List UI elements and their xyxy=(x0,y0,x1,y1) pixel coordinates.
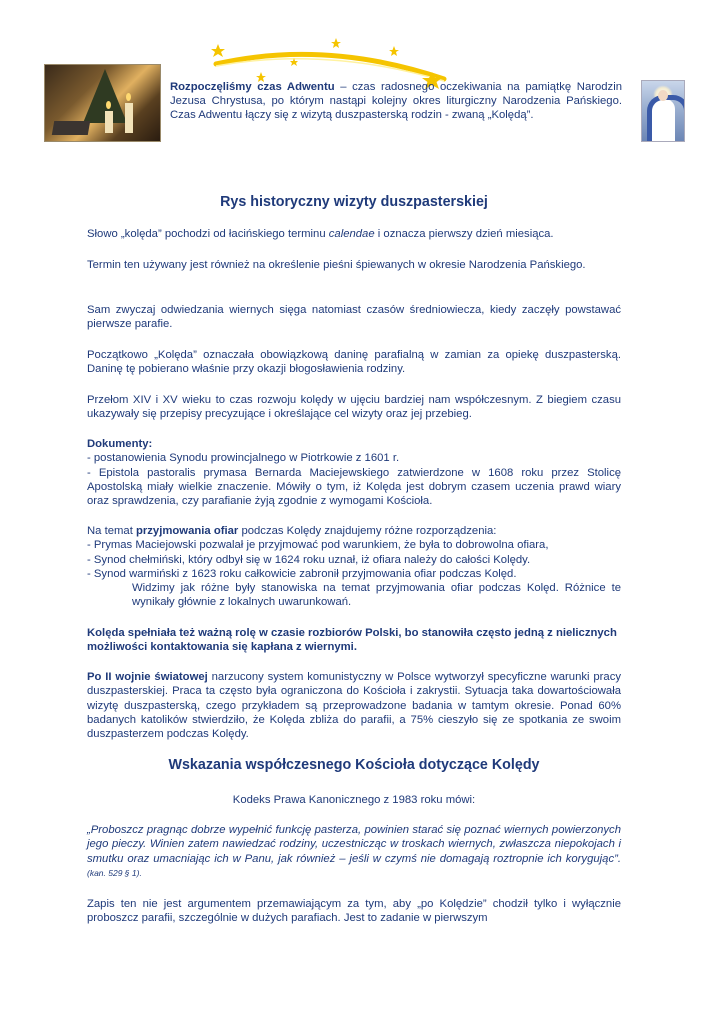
star-icon xyxy=(389,46,399,56)
star-icon xyxy=(331,38,341,48)
p4-text: Początkowo „Kolęda” oznaczała obowiązkową daninę parafialną w zamian za opiekę duszpasterską. Daninę tę pobierano właśnie przy okazji błogosławienia rodziny. xyxy=(87,349,621,376)
documents-item-1: - postanowienia Synodu prowincjalnego w Piotrkowie z 1601 r. xyxy=(87,452,400,465)
p3-text: Sam zwyczaj odwiedzania wiernych sięga natomiast czasów średniowiecza, kiedy zaczęły powstawać pierwsze parafie. xyxy=(87,304,621,331)
partitions-paragraph xyxy=(87,626,621,655)
p1-text-a: Słowo „kolęda” pochodzi od łacińskiego terminu xyxy=(87,228,329,240)
code-intro-text: Kodeks Prawa Kanonicznego z 1983 roku mówi: xyxy=(232,794,476,806)
p1-text-b: i oznacza pierwszy dzień miesiąca. xyxy=(374,228,554,240)
intro-bold: Rozpoczęliśmy czas Adwentu xyxy=(170,81,335,93)
virgin-mary-image xyxy=(641,80,685,142)
p1-italic: calendae xyxy=(328,228,375,240)
history-paragraph-5 xyxy=(87,393,621,422)
offerings-intro-bold: przyjmowania ofiar xyxy=(135,525,239,537)
canon-quote xyxy=(87,823,621,880)
closing-text: Zapis ten nie jest argumentem przemawiającym za tym, aby „po Kolędzie” chodził tylko i wyłącznie proboszcz parafii, szczególnie w dużych parafiach. Jest to zadanie w pierwszym xyxy=(87,898,621,925)
quote-reference: (kan. 529 § 1). xyxy=(87,867,142,878)
section-title-history: Rys historyczny wizyty duszpasterskiej xyxy=(220,194,488,210)
offerings-section xyxy=(87,524,621,610)
star-icon xyxy=(211,44,225,57)
quote-text: „Proboszcz pragnąc dobrze wypełnić funkcję pasterza, powinien starać się poznać wiernych powierzonych jego pieczy. Winien zatem nawiedzać rodziny, uczestnicząc w troskach wiernych, zwłaszcza niepokojach i smutku oraz umacniając ich w Panu, jak również – jeśli w czymś nie domagają roztropnie ich korygując”. xyxy=(87,824,621,865)
p5-text: Przełom XIV i XV wieku to czas rozwoju kolędy w ujęciu bardziej nam współczesnym. Z biegiem czasu ukazywały się przepisy precyzujące i określające cel wizyty oraz jej przebieg. xyxy=(87,394,621,421)
history-paragraph-4 xyxy=(87,348,621,377)
postwar-text: narzucony system komunistyczny w Polsce wytworzył specyficzne warunki pracy duszpasterskiej. Praca ta często była ograniczona do Kościoła i zakrystii. Sytuacja taka dowartościowała wizytę duszpasterską, czego przykładem są przeprowadzone badania w tamtym okresie. Ponad 60% badanych katolików stwierdziło, że Kolęda zbliża do parafii, a 75% cieszyło się ze spotkania ze swoim duszpasterzem podczas Kolędy. xyxy=(87,671,621,741)
offerings-item-3: - Synod warmiński z 1623 roku całkowicie zabronił przyjmowania ofiar podczas Kolęd. xyxy=(87,567,517,580)
partitions-text: Kolęda spełniała też ważną rolę w czasie rozbiorów Polski, bo stanowiła często jedną z nielicznych możliwości kontaktowania się kapłana z wiernymi. xyxy=(87,627,617,654)
documents-section xyxy=(87,437,621,508)
offerings-intro-b: podczas Kolędy znajdujemy różne rozporządzenia: xyxy=(238,525,497,537)
header xyxy=(44,34,684,154)
documents-item-2: - Epistola pastoralis prymasa Bernarda Maciejewskiego zatwierdzone w 1608 roku przez Stolicę Apostolską miały wielkie znaczenie. Mówiły o tym, iż Kolęda jest dobrym czasem uczenia prawd wiary oraz sprawdzenia, czy parafianie żyją zgodnie z wymogami Kościoła. xyxy=(87,466,621,508)
intro-paragraph xyxy=(170,80,622,122)
code-intro xyxy=(87,793,621,807)
p2-text: Termin ten używany jest również na określenie pieśni śpiewanych w okresie Narodzenia Pańskiego. xyxy=(87,259,586,271)
postwar-bold: Po II wojnie światowej xyxy=(87,671,208,683)
offerings-intro-a: Na temat xyxy=(87,525,136,537)
history-paragraph-1 xyxy=(87,227,621,241)
closing-paragraph xyxy=(87,897,621,926)
documents-heading: Dokumenty: xyxy=(87,438,153,450)
section-title-guidelines: Wskazania współczesnego Kościoła dotyczące Kolędy xyxy=(168,757,540,773)
advent-candles-photo xyxy=(44,64,161,142)
history-paragraph-3 xyxy=(87,303,621,332)
offerings-summary: Widzimy jak różne były stanowiska na temat przyjmowania ofiar podczas Kolęd. Różnice te wynikały głównie z lokalnych uwarunkowań. xyxy=(132,582,621,609)
offerings-item-1: - Prymas Maciejowski pozwalał je przyjmować pod warunkiem, że była to dobrowolna ofiara, xyxy=(87,539,549,552)
intro-text: – czas radosnego oczekiwania na pamiątkę Narodzin Jezusa Chrystusa, po którym nastąpi kolejny okres liturgiczny Narodzenia Pańskiego. Czas Adwentu łączy się z wizytą duszpasterską rodzin - zwaną „Kolędą”. xyxy=(170,81,622,121)
offerings-item-2: - Synod chełmiński, który odbył się w 1624 roku uznał, iż ofiara należy do całości Kolędy. xyxy=(87,553,531,566)
history-paragraph-2 xyxy=(87,258,621,272)
postwar-paragraph xyxy=(87,670,621,741)
